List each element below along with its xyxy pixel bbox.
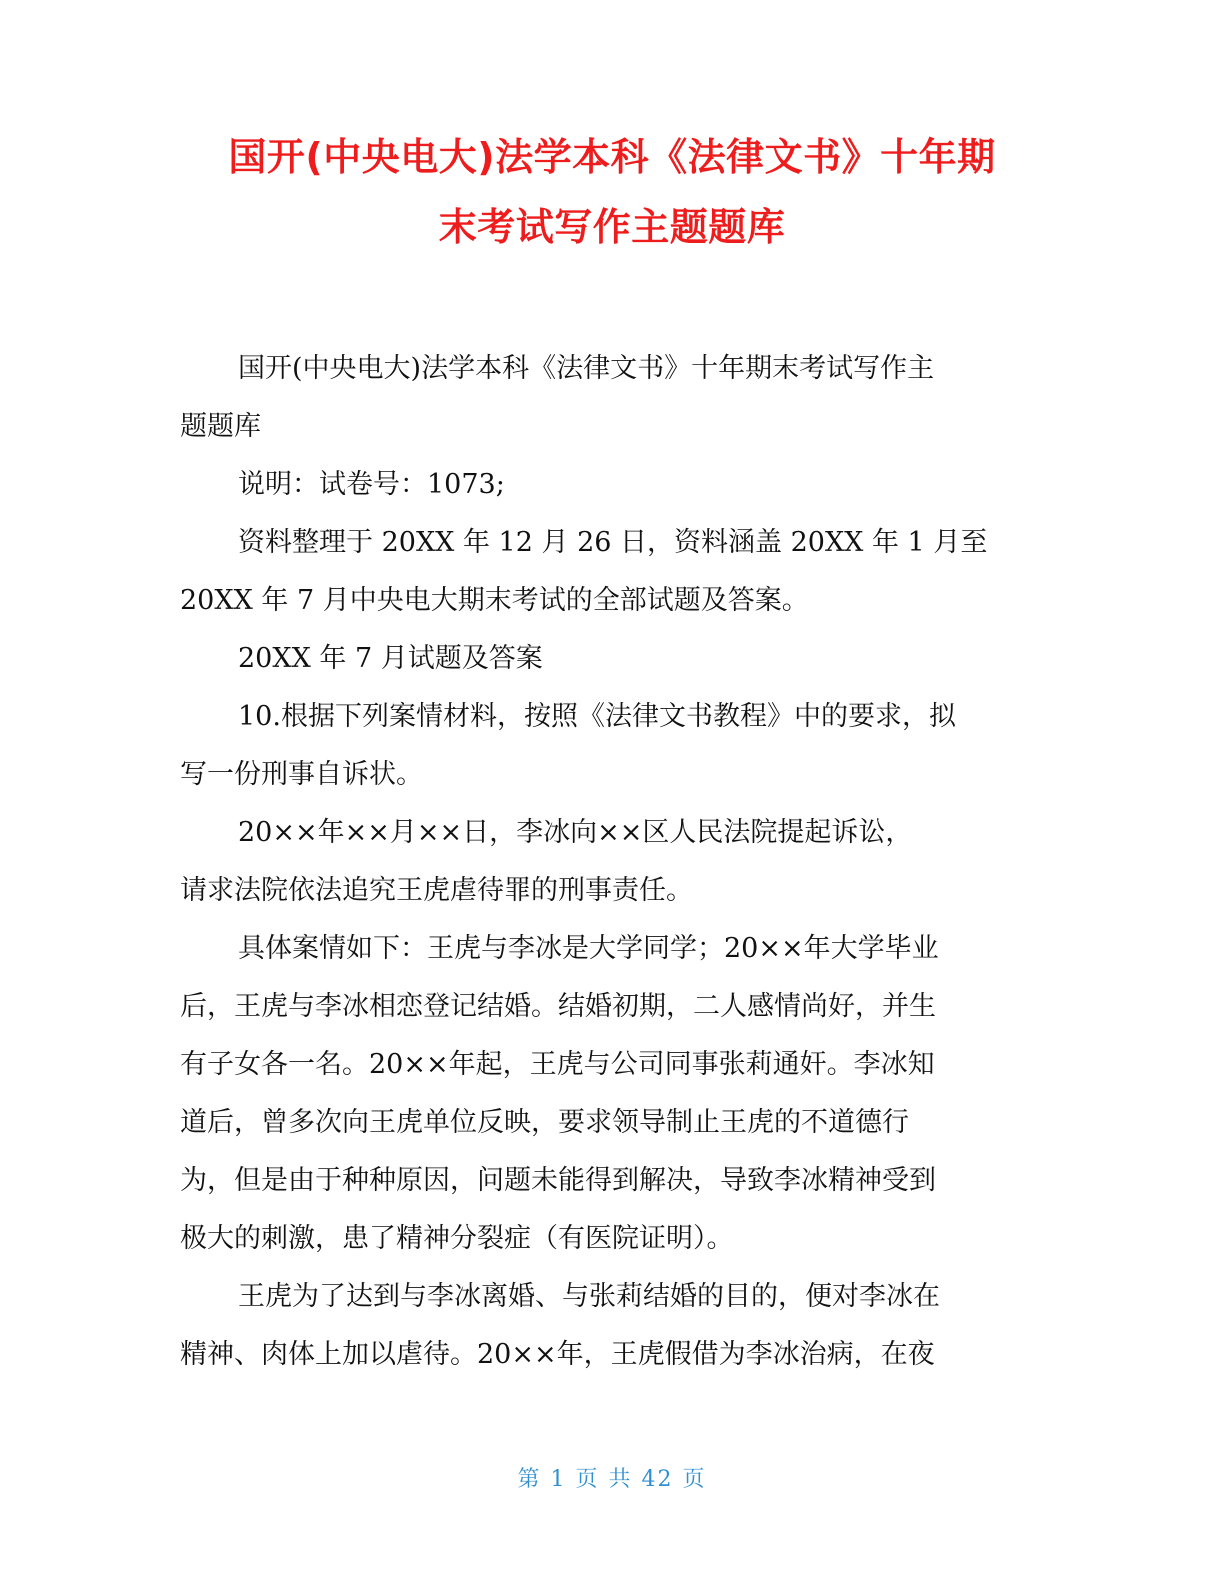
body-line: 道后，曾多次向王虎单位反映，要求领导制止王虎的不道德行 (180, 1107, 909, 1138)
body-line: 为，但是由于种种原因，问题未能得到解决，导致李冰精神受到 (180, 1165, 936, 1196)
body-line: 精神、肉体上加以虐待。20××年，王虎假借为李冰治病，在夜 (180, 1339, 935, 1370)
body-line: 写一份刑事自诉状。 (180, 759, 423, 790)
body-line: 极大的刺激，患了精神分裂症（有医院证明）。 (180, 1223, 734, 1254)
body-line: 有子女各一名。20××年起，王虎与公司同事张莉通奸。李冰知 (180, 1049, 935, 1080)
document-title-line-1: 国开(中央电大)法学本科《法律文书》十年期 (228, 135, 996, 179)
body-line: 10.根据下列案情材料，按照《法律文书教程》中的要求，拟 (238, 701, 956, 732)
body-line: 请求法院依法追究王虎虐待罪的刑事责任。 (180, 875, 693, 906)
body-line: 20××年××月××日，李冰向××区人民法院提起诉讼， (238, 817, 913, 848)
body-line: 国开(中央电大)法学本科《法律文书》十年期末考试写作主 (238, 353, 935, 384)
page-number-footer: 第 1 页 共 42 页 (517, 1467, 707, 1492)
body-line: 资料整理于 20XX 年 12 月 26 日，资料涵盖 20XX 年 1 月至 (238, 527, 988, 558)
body-line: 20XX 年 7 月试题及答案 (238, 643, 543, 674)
body-line: 20XX 年 7 月中央电大期末考试的全部试题及答案。 (180, 585, 809, 616)
body-line: 说明：试卷号：1073; (238, 469, 505, 500)
body-line: 题题库 (180, 411, 261, 442)
body-line: 具体案情如下：王虎与李冰是大学同学；20××年大学毕业 (238, 933, 939, 964)
body-line: 后，王虎与李冰相恋登记结婚。结婚初期，二人感情尚好，并生 (180, 991, 936, 1022)
document-title-line-2: 末考试写作主题题库 (438, 205, 786, 249)
body-line: 王虎为了达到与李冰离婚、与张莉结婚的目的，便对李冰在 (238, 1281, 940, 1312)
